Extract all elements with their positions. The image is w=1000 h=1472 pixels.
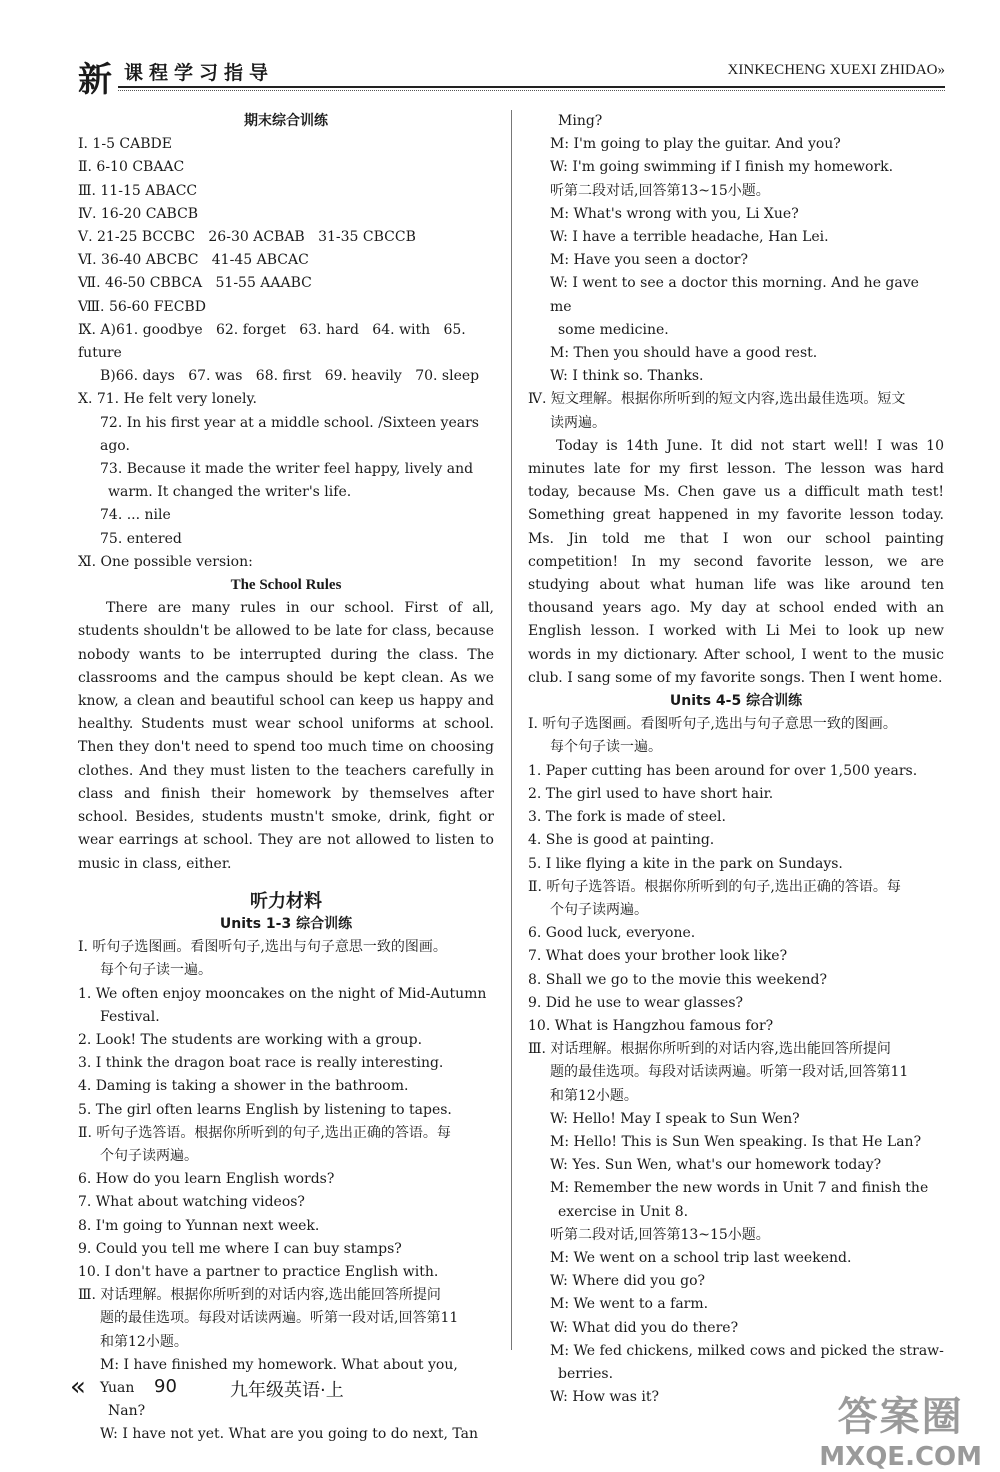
answer-line: Ⅺ. One possible version:	[78, 553, 253, 570]
script-line: 和第12小题。	[100, 1333, 188, 1350]
script-line: 5. The girl often learns English by listening to tapes.	[78, 1101, 452, 1118]
script-line: M: We fed chickens, milked cows and picked the straw-	[550, 1342, 944, 1359]
answer-line: 75. entered	[100, 530, 182, 547]
script-line: 10. What is Hangzhou famous for?	[528, 1017, 774, 1034]
column-divider	[511, 110, 512, 1350]
series-title-pinyin: XINKECHENG XUEXI ZHIDAO»	[727, 62, 945, 78]
page-header	[60, 48, 945, 100]
script-line: Ⅲ. 对话理解。根据你所听到的对话内容,选出能回答所提问	[528, 1041, 891, 1058]
listening-script-units-4-5	[528, 713, 944, 1409]
script-line: Ⅱ. 听句子选答语。根据你所听到的句子,选出正确的答语。每	[78, 1124, 451, 1141]
script-line: 听第二段对话,回答第13~15小题。	[550, 182, 770, 199]
answer-line: Ⅵ. 36-40 ABCBC 41-45 ABCAC	[78, 252, 309, 269]
watermark-logo	[819, 1385, 982, 1472]
script-line: 8. I'm going to Yunnan next week.	[78, 1217, 320, 1234]
answer-line: Ⅰ. 1-5 CABDE	[78, 136, 172, 153]
script-line: 3. The fork is made of steel.	[528, 809, 726, 826]
script-line: W: Where did you go?	[550, 1273, 706, 1290]
listening-script-continued	[528, 110, 944, 435]
script-line: M: I'm going to play the guitar. And you?	[550, 136, 841, 153]
page-footer	[70, 1372, 570, 1402]
script-line: Ⅳ. 短文理解。根据你所听到的短文内容,选出最佳选项。短文	[528, 391, 906, 408]
essay-title: The School Rules	[230, 577, 342, 594]
script-line: 8. Shall we go to the movie this weekend?	[528, 971, 827, 988]
listening-title: 听力材料	[250, 890, 322, 912]
units-title: Units 1-3 综合训练	[219, 915, 353, 932]
answer-line: Ⅴ. 21-25 BCCBC 26-30 ACBAB 31-35 CBCCB	[78, 229, 416, 246]
script-line: exercise in Unit 8.	[558, 1203, 689, 1220]
script-line: M: Have you seen a doctor?	[550, 252, 749, 269]
script-line: W: How was it?	[550, 1389, 659, 1406]
script-line: 3. I think the dragon boat race is really interesting.	[78, 1055, 444, 1072]
script-line: W: Hello! May I speak to Sun Wen?	[550, 1110, 800, 1127]
script-line: 7. What does your brother look like?	[528, 948, 788, 965]
essay-body: There are many rules in our school. First of all, students shouldn't be allowed to be late for class, because nobody wants to be interrupted during the class. The classrooms and the campus should be kept clean. As we know, a clean and beautiful school can keep us happy and healthy. Students must wear school uniforms at school. Then they don't need to spend too much time on choosing clothes. And they must listen to the teachers carefully in class and finish their homework by themselves after school. Besides, students mustn't smoke, drink, fight or wear earrings at school. They are not allowed to listen to music in class, either.	[78, 600, 494, 872]
script-line: 题的最佳选项。每段对话读两遍。听第一段对话,回答第11	[100, 1310, 459, 1327]
script-line: 9. Could you tell me where I can buy stamps?	[78, 1240, 402, 1257]
script-line: Ⅲ. 对话理解。根据你所听到的对话内容,选出能回答所提问	[78, 1287, 441, 1304]
answer-line: 74. ... nile	[100, 507, 171, 524]
script-line: M: Then you should have a good rest.	[550, 345, 818, 362]
watermark-url: MXQE.COM	[819, 1442, 982, 1472]
script-line: 4. Daming is taking a shower in the bathroom.	[78, 1078, 409, 1095]
script-line: berries.	[558, 1365, 614, 1382]
script-line: W: I'm going swimming if I finish my homework.	[550, 159, 894, 176]
answer-line: Ⅶ. 46-50 CBBCA 51-55 AAABC	[78, 275, 312, 292]
answer-line: Ⅳ. 16-20 CABCB	[78, 205, 199, 222]
script-line: W: Yes. Sun Wen, what's our homework today?	[550, 1157, 882, 1174]
left-column	[78, 110, 494, 1447]
series-title: 课程学习指导	[124, 62, 275, 84]
answer-line: 72. In his first year at a middle school. /Sixteen years ago.	[100, 414, 484, 454]
script-line: Ⅰ. 听句子选图画。看图听句子,选出与句子意思一致的图画。	[528, 716, 897, 733]
script-line: 题的最佳选项。每段对话读两遍。听第一段对话,回答第11	[550, 1064, 909, 1081]
script-line: 2. Look! The students are working with a group.	[78, 1031, 423, 1048]
answer-line: B)66. days 67. was 68. first 69. heavily 70. sleep	[100, 368, 480, 385]
script-line: 听第二段对话,回答第13~15小题。	[550, 1226, 770, 1243]
answer-line: Ⅹ. 71. He felt very lonely.	[78, 391, 257, 408]
page-number: 90	[154, 1376, 177, 1397]
script-line: W: I have not yet. What are you going to do next, Tan	[100, 1426, 478, 1443]
script-line: 10. I don't have a partner to practice English with.	[78, 1263, 439, 1280]
reading-passage: Today is 14th June. It did not start well! I was 10 minutes late for my first lesson. The lesson was hard today, because Ms. Chen gave us a difficult math test! Something great happened in my favorite lesson today. Ms. Jin told me that I won our school painting competition! In my second favorite lesson, we are studying about what human life was like around ten thousand years ago. My day at school ended with an English lesson. I worked with Li Mei to look up new words in my dictionary. After school, I went to the music club. I sang some of my favorite songs. Then I went home.	[528, 437, 944, 686]
answer-line: 73. Because it made the writer feel happy, lively and	[100, 461, 474, 478]
script-line: M: We went to a farm.	[550, 1296, 709, 1313]
script-line: Festival.	[100, 1008, 160, 1025]
header-rule	[118, 86, 945, 88]
script-line: W: I went to see a doctor this morning. And he gave me	[550, 275, 924, 315]
answer-section-title: 期末综合训练	[244, 113, 328, 129]
script-line: 个句子读两遍。	[100, 1147, 198, 1164]
script-line: Ming?	[558, 113, 603, 129]
book-name: 九年级英语·上	[230, 1380, 344, 1401]
script-line: Ⅱ. 听句子选答语。根据你所听到的句子,选出正确的答语。每	[528, 878, 901, 895]
script-line: Ⅰ. 听句子选图画。看图听句子,选出与句子意思一致的图画。	[78, 939, 447, 956]
answer-line: warm. It changed the writer's life.	[108, 484, 352, 501]
script-line: W: I think so. Thanks.	[550, 368, 704, 385]
script-line: 6. How do you learn English words?	[78, 1171, 335, 1188]
series-logo: 新	[78, 60, 112, 100]
double-chevron-left-icon: «	[70, 1372, 86, 1402]
script-line: M: What's wrong with you, Li Xue?	[550, 205, 799, 222]
script-line: W: What did you do there?	[550, 1319, 739, 1336]
right-column	[528, 110, 944, 1409]
script-line: 2. The girl used to have short hair.	[528, 785, 774, 802]
script-line: M: We went on a school trip last weekend.	[550, 1249, 852, 1266]
answer-list	[78, 133, 494, 574]
script-line: M: I have finished my homework. What about you, Yuan	[100, 1356, 463, 1396]
listening-script	[78, 936, 494, 1446]
script-line: M: Hello! This is Sun Wen speaking. Is that He Lan?	[550, 1133, 922, 1150]
script-line: 每个句子读一遍。	[100, 962, 212, 979]
answer-line: Ⅷ. 56-60 FECBD	[78, 298, 206, 315]
script-line: 1. Paper cutting has been around for over 1,500 years.	[528, 762, 918, 779]
units-title: Units 4-5 综合训练	[669, 693, 803, 710]
script-line: Nan?	[108, 1403, 146, 1420]
script-line: 7. What about watching videos?	[78, 1194, 305, 1211]
script-line: 1. We often enjoy mooncakes on the night of Mid-Autumn	[78, 985, 487, 1002]
script-line: 4. She is good at painting.	[528, 832, 715, 849]
script-line: 每个句子读一遍。	[550, 739, 662, 756]
script-line: 6. Good luck, everyone.	[528, 925, 696, 942]
watermark-text: 答案圈	[837, 1394, 964, 1440]
script-line: M: Remember the new words in Unit 7 and finish the	[550, 1180, 929, 1197]
answer-line: Ⅱ. 6-10 CBAAC	[78, 159, 185, 176]
script-line: 和第12小题。	[550, 1087, 638, 1104]
answer-line: Ⅸ. A)61. goodbye 62. forget 63. hard 64. with 65. future	[78, 321, 471, 362]
script-line: 9. Did he use to wear glasses?	[528, 994, 744, 1011]
script-line: W: I have a terrible headache, Han Lei.	[550, 229, 829, 246]
answer-line: Ⅲ. 11-15 ABACC	[78, 182, 198, 199]
script-line: 读两遍。	[550, 414, 606, 431]
header-dotted-rule	[118, 90, 945, 91]
script-line: some medicine.	[558, 321, 669, 338]
script-line: 个句子读两遍。	[550, 901, 648, 918]
script-line: 5. I like flying a kite in the park on Sundays.	[528, 855, 843, 872]
